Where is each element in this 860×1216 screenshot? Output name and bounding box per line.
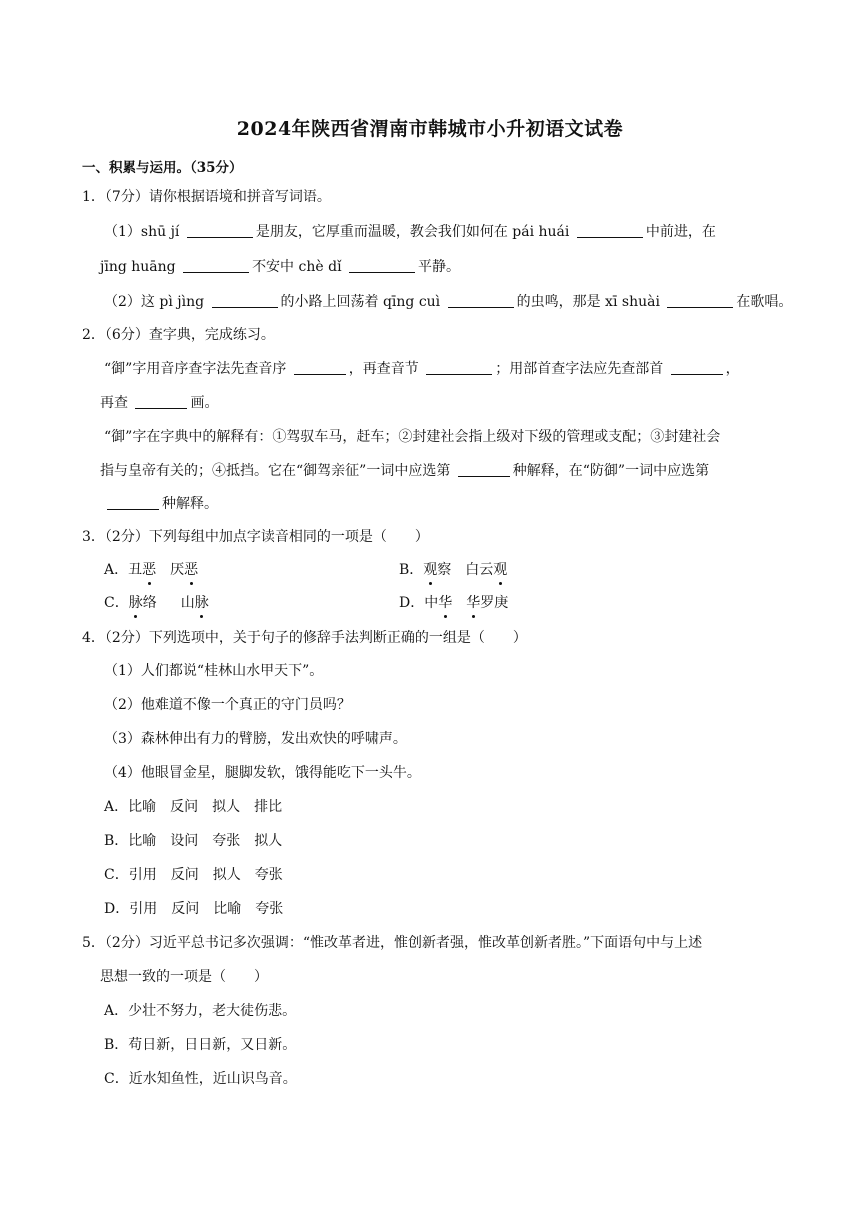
text-segment: 不安中 chè dǐ bbox=[252, 259, 346, 275]
sentence-2: （2）他难道不像一个真正的守门员吗？ bbox=[104, 697, 351, 713]
text-segment: ，再查音节 bbox=[348, 361, 424, 377]
answer-blank[interactable] bbox=[183, 258, 249, 273]
dotted-char: 恶 bbox=[184, 562, 199, 578]
text-segment: 再查 bbox=[100, 395, 133, 411]
text-segment: 是朋友，它厚重而温暖，教会我们如何在 pái huái bbox=[255, 224, 574, 240]
text-segment: 罗庚 bbox=[480, 595, 509, 611]
answer-blank[interactable] bbox=[212, 293, 278, 308]
answer-blank[interactable] bbox=[577, 223, 643, 238]
text-segment: ；用部首查字法应先查部首 bbox=[495, 361, 668, 377]
question-5-heading-cont: 思想一致的一项是（ ） bbox=[100, 969, 268, 985]
text-segment: 中 bbox=[424, 595, 439, 611]
option-a[interactable]: A．少壮不努力，老大徒伤悲。 bbox=[104, 1003, 297, 1019]
option-a[interactable]: A．比喻 反问 拟人 排比 bbox=[104, 799, 283, 815]
text-segment: 白云 bbox=[465, 562, 494, 578]
option-d[interactable] bbox=[399, 593, 508, 613]
text-segment: 指与皇帝有关的；④抵挡。它在“御驾亲征”一词中应选第 bbox=[100, 463, 455, 479]
answer-blank[interactable] bbox=[107, 495, 159, 510]
question-2-line-2 bbox=[100, 393, 218, 413]
answer-blank[interactable] bbox=[349, 258, 415, 273]
option-d[interactable]: D．引用 反问 比喻 夸张 bbox=[104, 901, 284, 917]
question-1-line-1 bbox=[104, 222, 716, 242]
section-heading: 一、积累与运用。（35分） bbox=[82, 160, 243, 176]
dotted-char: 恶 bbox=[142, 562, 157, 578]
option-b[interactable]: B．比喻 设问 夸张 拟人 bbox=[104, 833, 283, 849]
answer-blank[interactable] bbox=[426, 360, 492, 375]
option-label: A． bbox=[104, 562, 129, 578]
answer-blank[interactable] bbox=[448, 293, 514, 308]
answer-blank[interactable] bbox=[294, 360, 346, 375]
answer-blank[interactable] bbox=[667, 293, 733, 308]
text-segment: 的小路上回荡着 qīng cuì bbox=[280, 294, 445, 310]
option-label: C． bbox=[104, 595, 129, 611]
text-segment: 中前进，在 bbox=[645, 224, 716, 240]
question-4-heading: 4．（2分）下列选项中，关于句子的修辞手法判断正确的一组是（ ） bbox=[82, 630, 527, 646]
text-segment: 在歌唱。 bbox=[736, 294, 793, 310]
option-label: B． bbox=[399, 562, 424, 578]
text-segment: “御”字用音序查字法先查音序 bbox=[104, 361, 291, 377]
text-segment: ， bbox=[725, 361, 740, 377]
question-1-heading: 1．（7分）请你根据语境和拼音写词语。 bbox=[82, 189, 331, 205]
sentence-3: （3）森林伸出有力的臂膀，发出欢快的呼啸声。 bbox=[104, 731, 407, 747]
text-segment: jīng huāng bbox=[100, 259, 181, 275]
sentence-4: （4）他眼冒金星，腿脚发软，饿得能吃下一头牛。 bbox=[104, 765, 421, 781]
dotted-char: 华 bbox=[466, 595, 481, 611]
text-segment: （2）这 pì jìng bbox=[104, 294, 209, 310]
text-segment: 察 bbox=[437, 562, 452, 578]
question-2-line-1 bbox=[104, 359, 740, 379]
dotted-char: 华 bbox=[438, 595, 453, 611]
dotted-char: 观 bbox=[423, 562, 438, 578]
question-1-line-3 bbox=[104, 292, 792, 312]
answer-blank[interactable] bbox=[671, 360, 723, 375]
text-segment: 平静。 bbox=[418, 259, 460, 275]
option-b[interactable] bbox=[399, 560, 507, 580]
question-1-line-2 bbox=[100, 257, 460, 277]
text-segment: （1）shū jí bbox=[104, 224, 184, 240]
sentence-1: （1）人们都说“桂林山水甲天下”。 bbox=[104, 663, 324, 679]
option-label: D． bbox=[399, 595, 425, 611]
option-c[interactable]: C．引用 反问 拟人 夸张 bbox=[104, 867, 283, 883]
text-segment: 的虫鸣，那是 xī shuài bbox=[516, 294, 665, 310]
question-2-line-4 bbox=[100, 461, 709, 481]
dotted-char: 脉 bbox=[194, 595, 209, 611]
answer-blank[interactable] bbox=[187, 223, 253, 238]
dotted-char: 观 bbox=[493, 562, 508, 578]
answer-blank[interactable] bbox=[135, 394, 187, 409]
question-2-heading: 2．（6分）查字典，完成练习。 bbox=[82, 327, 275, 343]
text-segment: 厌 bbox=[170, 562, 185, 578]
exam-title: 2024年陕西省渭南市韩城市小升初语文试卷 bbox=[236, 118, 624, 140]
text-segment: 画。 bbox=[190, 395, 219, 411]
option-a[interactable] bbox=[104, 560, 198, 580]
question-3-heading: 3．（2分）下列每组中加点字读音相同的一项是（ ） bbox=[82, 529, 429, 545]
question-5-heading: 5．（2分）习近平总书记多次强调：“惟改革者进，惟创新者强，惟改革创新者胜。”下面语句中与上述 bbox=[82, 935, 703, 951]
option-b[interactable]: B．苟日新，日日新，又日新。 bbox=[104, 1037, 297, 1053]
dotted-char: 脉 bbox=[128, 595, 143, 611]
answer-blank[interactable] bbox=[458, 462, 510, 477]
text-segment: 种解释，在“防御”一词中应选第 bbox=[512, 463, 710, 479]
question-2-line-5 bbox=[104, 494, 218, 514]
option-c[interactable]: C．近水知鱼性，近山识鸟音。 bbox=[104, 1071, 297, 1087]
text-segment: 丑 bbox=[128, 562, 143, 578]
question-2-line-3: “御”字在字典中的解释有：①驾驭车马，赶车；②封建社会指上级对下级的管理或支配；③封建社会 bbox=[104, 429, 721, 445]
option-c[interactable] bbox=[104, 593, 209, 613]
text-segment: 山 bbox=[180, 595, 195, 611]
text-segment: 种解释。 bbox=[162, 496, 218, 512]
text-segment: 络 bbox=[142, 595, 157, 611]
